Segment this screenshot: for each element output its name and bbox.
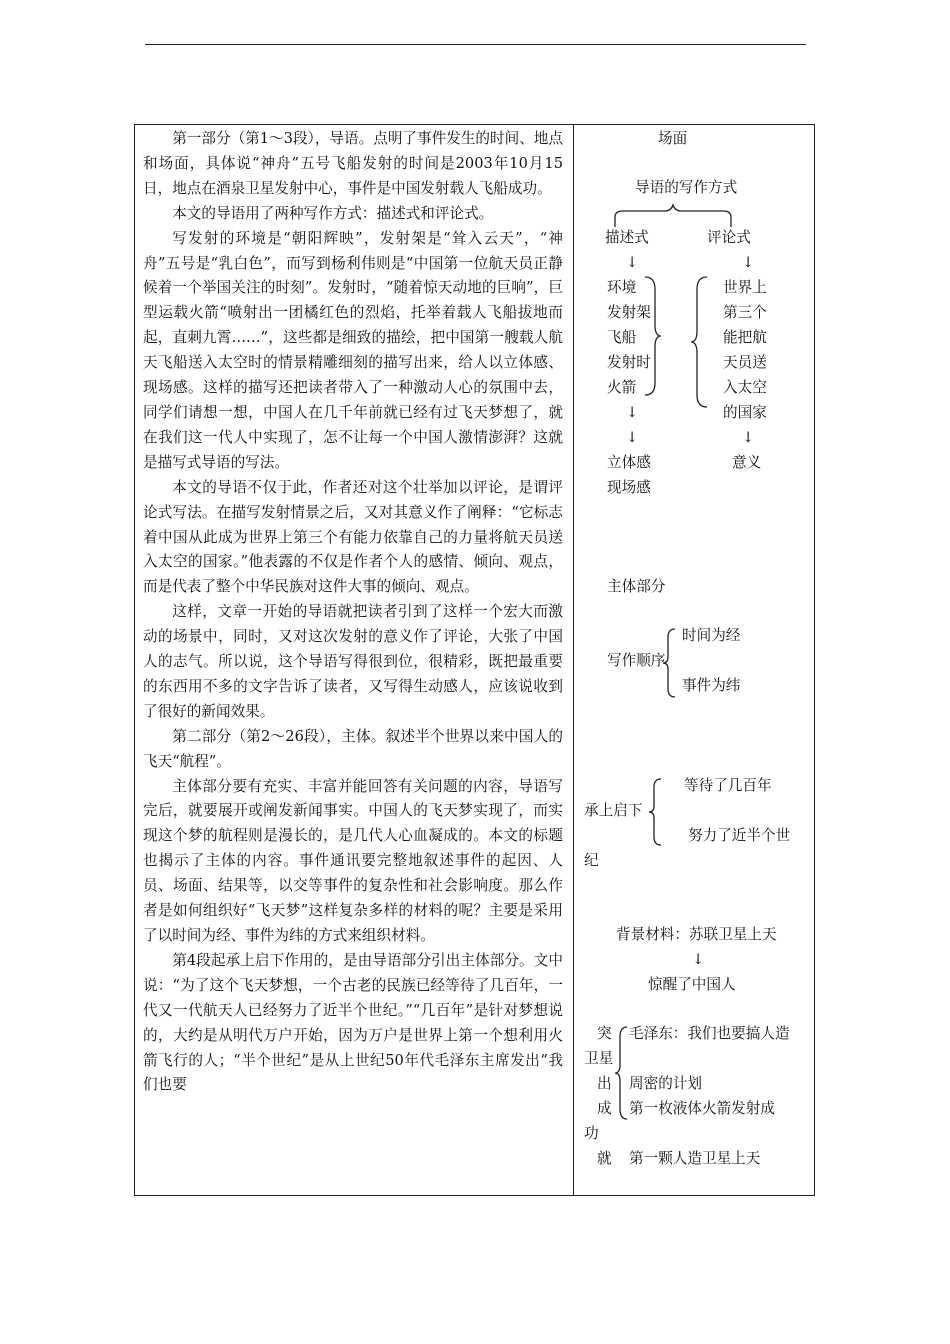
note-dengdai: 等待了几百年 xyxy=(684,777,772,794)
paragraph: 第4段起承上启下作用的，是由导语部分引出主体部分。文中说：“为了这个飞天梦想，一个古老的民族已经等待了几百年，一代又一代航天人已经努力了近半个世纪。”“几百年”是针对梦想说的，大约是从明代万户开始，因为万户是世界上第一个想利用火箭飞行的人；“半个世纪”是从上世纪50年代毛泽东主席发出“我们也要 xyxy=(143,951,563,1094)
tupo-char: 就 xyxy=(597,1150,612,1167)
paragraph: 本文的导语不仅于此，作者还对这个壮举加以评论，是谓评论式写法。在描写发射情景之后，又对其意义作了阐释：“它标志着中国从此成为世界上第三个有能力依靠自己的力量将航天员送入太空的国家。”他表露的不仅是作者个人的感情、倾向、观点，而是代表了整个中华民族对这件大事的倾向、观点。 xyxy=(143,478,563,596)
comm-item: 世界上 xyxy=(723,279,767,296)
note-beijing: 背景材料：苏联卫星上天 xyxy=(616,926,777,943)
note-plan: 周密的计划 xyxy=(629,1075,702,1092)
arrow-down-icon: ↓ xyxy=(742,429,755,446)
column-divider xyxy=(573,125,574,1195)
tupo-char: 功 xyxy=(584,1125,599,1142)
note-rocket: 第一枚液体火箭发射成 xyxy=(629,1100,775,1117)
note-jingxing: 惊醒了中国人 xyxy=(648,976,736,993)
desc-item: 发射架 xyxy=(607,304,651,321)
content-table xyxy=(134,124,815,1196)
desc-item: 飞船 xyxy=(607,329,637,346)
desc-item: 发射时 xyxy=(607,354,651,371)
note-shijian-wei: 事件为纬 xyxy=(682,677,741,694)
tupo-char: 卫星 xyxy=(584,1050,614,1067)
comm-item: 天员送 xyxy=(723,354,767,371)
comm-item: 入太空 xyxy=(723,379,767,396)
result-left: 现场感 xyxy=(607,479,651,496)
note-shijian-jing: 时间为经 xyxy=(682,627,741,644)
arrow-down-icon: ↓ xyxy=(626,429,639,446)
comm-item: 的国家 xyxy=(723,404,767,421)
note-satellite: 第一颗人造卫星上天 xyxy=(629,1150,761,1167)
paragraph: 本文的导语用了两种写作方式：描述式和评论式。 xyxy=(172,204,494,222)
tupo-char: 突 xyxy=(597,1025,612,1042)
arrow-down-icon: ↓ xyxy=(692,951,705,968)
note-daoyu-title: 导语的写作方式 xyxy=(635,179,738,196)
comm-item: 能把航 xyxy=(723,329,767,346)
desc-item: 火箭 xyxy=(607,379,637,396)
arrow-down-icon: ↓ xyxy=(742,254,755,271)
arrow-down-icon: ↓ xyxy=(626,254,639,271)
paragraph: 主体部分要有充实、丰富并能回答有关问题的内容，导语写完后，就要展开或阐发新闻事实。中国人的飞天梦实现了，而实现这个梦的航程则是漫长的，是几代人心血凝成的。本文的标题也揭示了主体的内容。事件通讯要完整地叙述事件的起因、人员、场面、结果等，以交等事件的复杂性和社会影响度。那么作者是如何组织好“飞天梦”这样复杂多样的材料的呢？主要是采用了以时间为经、事件为纬的方式来组织材料。 xyxy=(143,777,563,944)
note-mao: 毛泽东：我们也要搞人造 xyxy=(629,1025,790,1042)
left-brace-icon xyxy=(661,627,677,699)
left-brace-icon xyxy=(689,275,709,409)
tupo-char: 成 xyxy=(597,1100,612,1117)
desc-item: 环境 xyxy=(607,279,637,296)
note-changmian: 场面 xyxy=(658,130,688,147)
comm-item: 第三个 xyxy=(723,304,767,321)
note-pinglun: 评论式 xyxy=(707,229,751,246)
paragraph: 第一部分（第1～3段），导语。点明了事件发生的时间、地点和场面，具体说“神舟”五号飞船发射的时间是2003年10月15日，地点在酒泉卫星发射中心，事件是中国发射载人飞船成功。 xyxy=(143,130,563,197)
header-rule xyxy=(145,44,806,45)
note-chengshang: 承上启下 xyxy=(584,802,643,819)
paragraph: 第二部分（第2～26段），主体。叙述半个世界以来中国人的飞天“航程”。 xyxy=(143,727,563,770)
right-brace-icon xyxy=(643,275,663,397)
paragraph: 写发射的环境是“朝阳辉映”，发射架是“耸入云天”，“神舟”五号是“乳白色”，而写到杨利伟则是“中国第一位航天员正静候着一个举国关注的时刻”。发射时，“随着惊天动地的巨响”，巨型运载火箭“喷射出一团橘红色的烈焰，托举着载人飞船拔地而起，直刺九霄……”，这些都是细致的描绘，把中国第一艘载人航天飞船送入太空时的情景精雕细刻的描写出来，给人以立体感、现场感。这样的描写还把读者带入了一种激动人心的氛围中去，同学们请想一想，中国人在几千年前就已经有过飞天梦想了，就在我们这一代人中实现了，怎不让每一个中国人激情澎湃？这就是描写式导语的写法。 xyxy=(143,229,563,471)
tupo-char: 出 xyxy=(597,1075,612,1092)
note-nuli-end: 纪 xyxy=(584,852,599,869)
note-miaoshu: 描述式 xyxy=(605,229,649,246)
note-xiezuo-shunxu: 写作顺序 xyxy=(607,652,666,669)
note-zhuti: 主体部分 xyxy=(607,578,666,595)
left-brace-icon xyxy=(647,777,663,847)
arrow-down-icon: ↓ xyxy=(626,404,639,421)
paragraph: 这样，文章一开始的导语就把读者引到了这样一个宏大而激动的场景中，同时，又对这次发射的意义作了评论，大张了中国人的志气。所以说，这个导语写得很到位，很精彩，既把最重要的东西用不多的文字告诉了读者，又写得生动感人，应该说收到了很好的新闻效果。 xyxy=(143,603,563,720)
left-brace-icon xyxy=(613,1025,629,1121)
result-right: 意义 xyxy=(732,454,762,471)
analysis-text xyxy=(143,127,563,1098)
note-nuli: 努力了近半个世 xyxy=(688,827,791,844)
result-left: 立体感 xyxy=(607,454,651,471)
